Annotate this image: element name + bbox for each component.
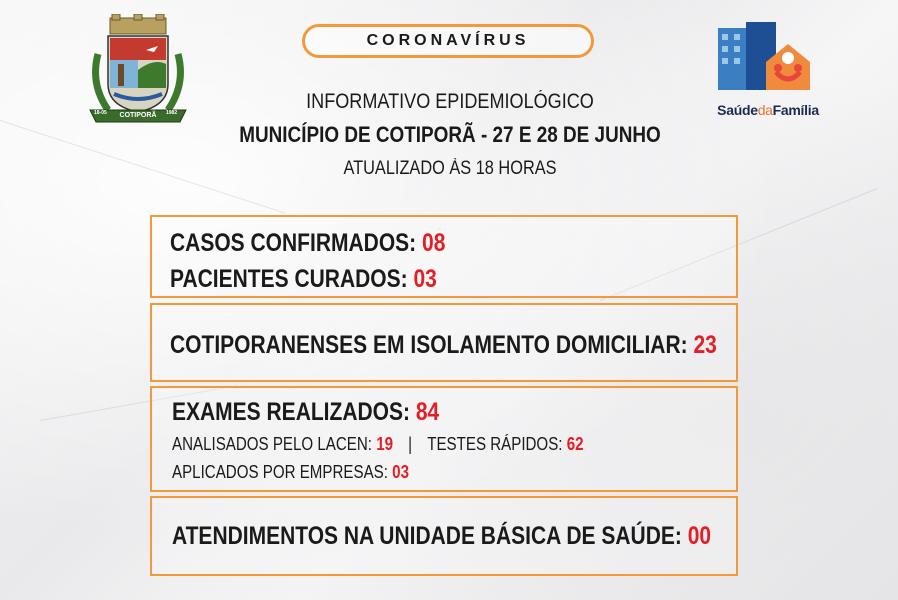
ubs-value: 00	[687, 522, 712, 550]
companies-value: 03	[392, 462, 409, 482]
exams-performed: EXAMES REALIZADOS: 84	[172, 398, 440, 426]
crest-banner-text: COTIPORÃ	[119, 112, 157, 119]
cured-patients: PACIENTES CURADOS: 03	[170, 265, 437, 293]
lacen-value: 19	[376, 434, 394, 454]
company-tests: APLICADOS POR EMPRESAS: 03	[172, 462, 409, 482]
separator: |	[408, 434, 413, 454]
rapid-value: 62	[566, 434, 584, 454]
crest-year-right: 1982	[166, 110, 178, 116]
update-time: ATUALIZADO ÀS 18 HORAS	[343, 158, 557, 179]
home-isolation: COTIPORANENSES EM ISOLAMENTO DOMICILIAR: 23	[170, 331, 717, 359]
cases-box	[150, 215, 738, 298]
saude-da-familia-wordmark: SaúdedaFamília	[717, 102, 819, 118]
ubs-box	[150, 496, 738, 576]
coronavirus-title-pill: CORONAVÍRUS	[302, 24, 594, 58]
confirmed-value: 08	[422, 229, 446, 257]
lacen-rapid-tests: ANALISADOS PELO LACEN: 19 | TESTES RÁPIDOS: 62	[172, 434, 584, 454]
exams-value: 84	[415, 398, 440, 426]
isolation-value: 23	[693, 331, 717, 359]
cured-value: 03	[413, 265, 437, 293]
confirmed-cases: CASOS CONFIRMADOS: 08	[170, 229, 446, 257]
saude-da-familia-logo	[706, 22, 830, 122]
municipality-date: MUNICÍPIO DE COTIPORÃ - 27 E 28 DE JUNHO	[239, 122, 661, 147]
isolation-box	[150, 303, 738, 382]
municipal-crest-logo	[88, 14, 188, 126]
bulletin-title: INFORMATIVO EPIDEMIOLÓGICO	[306, 90, 594, 113]
crest-year-left: 18-05	[94, 110, 107, 116]
exams-box	[150, 386, 738, 492]
ubs-appointments: ATENDIMENTOS NA UNIDADE BÁSICA DE SAÚDE: 00	[172, 522, 712, 550]
